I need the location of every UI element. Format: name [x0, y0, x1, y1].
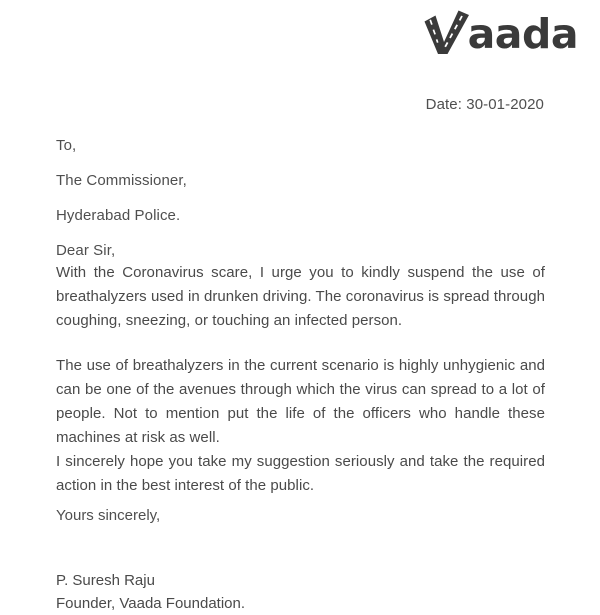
signature-title: Founder, Vaada Foundation. — [56, 595, 246, 612]
signature-block — [56, 505, 544, 615]
signature-closing: Yours sincerely, — [56, 507, 161, 524]
address-line-to: To, — [56, 137, 77, 154]
salutation: Dear Sir, — [56, 242, 116, 259]
letter-body — [56, 261, 545, 498]
signature-name: P. Suresh Raju — [56, 572, 155, 589]
letterhead — [0, 0, 600, 72]
letter-date: Date: 30-01-2020 — [425, 96, 544, 113]
vaada-logo — [422, 6, 578, 58]
body-paragraph-1: With the Coronavirus scare, I urge you to kindly suspend the use of breathalyzers used in drunken driving. The coronavirus is spread through coughing, sneezing, or touching an infected person. — [56, 264, 545, 329]
body-paragraph-3: I sincerely hope you take my suggestion seriously and take the required action in the best interest of the public. — [56, 453, 545, 494]
address-line-organization: Hyderabad Police. — [56, 207, 181, 224]
body-paragraph-2: The use of breathalyzers in the current scenario is highly unhygienic and can be one of the avenues through which the virus can spread to a lot of people. Not to mention put the life of the officers who handle these machines at risk as well. — [56, 357, 545, 446]
signature-space — [56, 527, 544, 569]
vaada-road-checkmark-icon — [422, 9, 470, 55]
logo-wordmark: aada — [467, 9, 578, 58]
address-block — [56, 128, 544, 268]
address-line-recipient: The Commissioner, — [56, 172, 187, 189]
